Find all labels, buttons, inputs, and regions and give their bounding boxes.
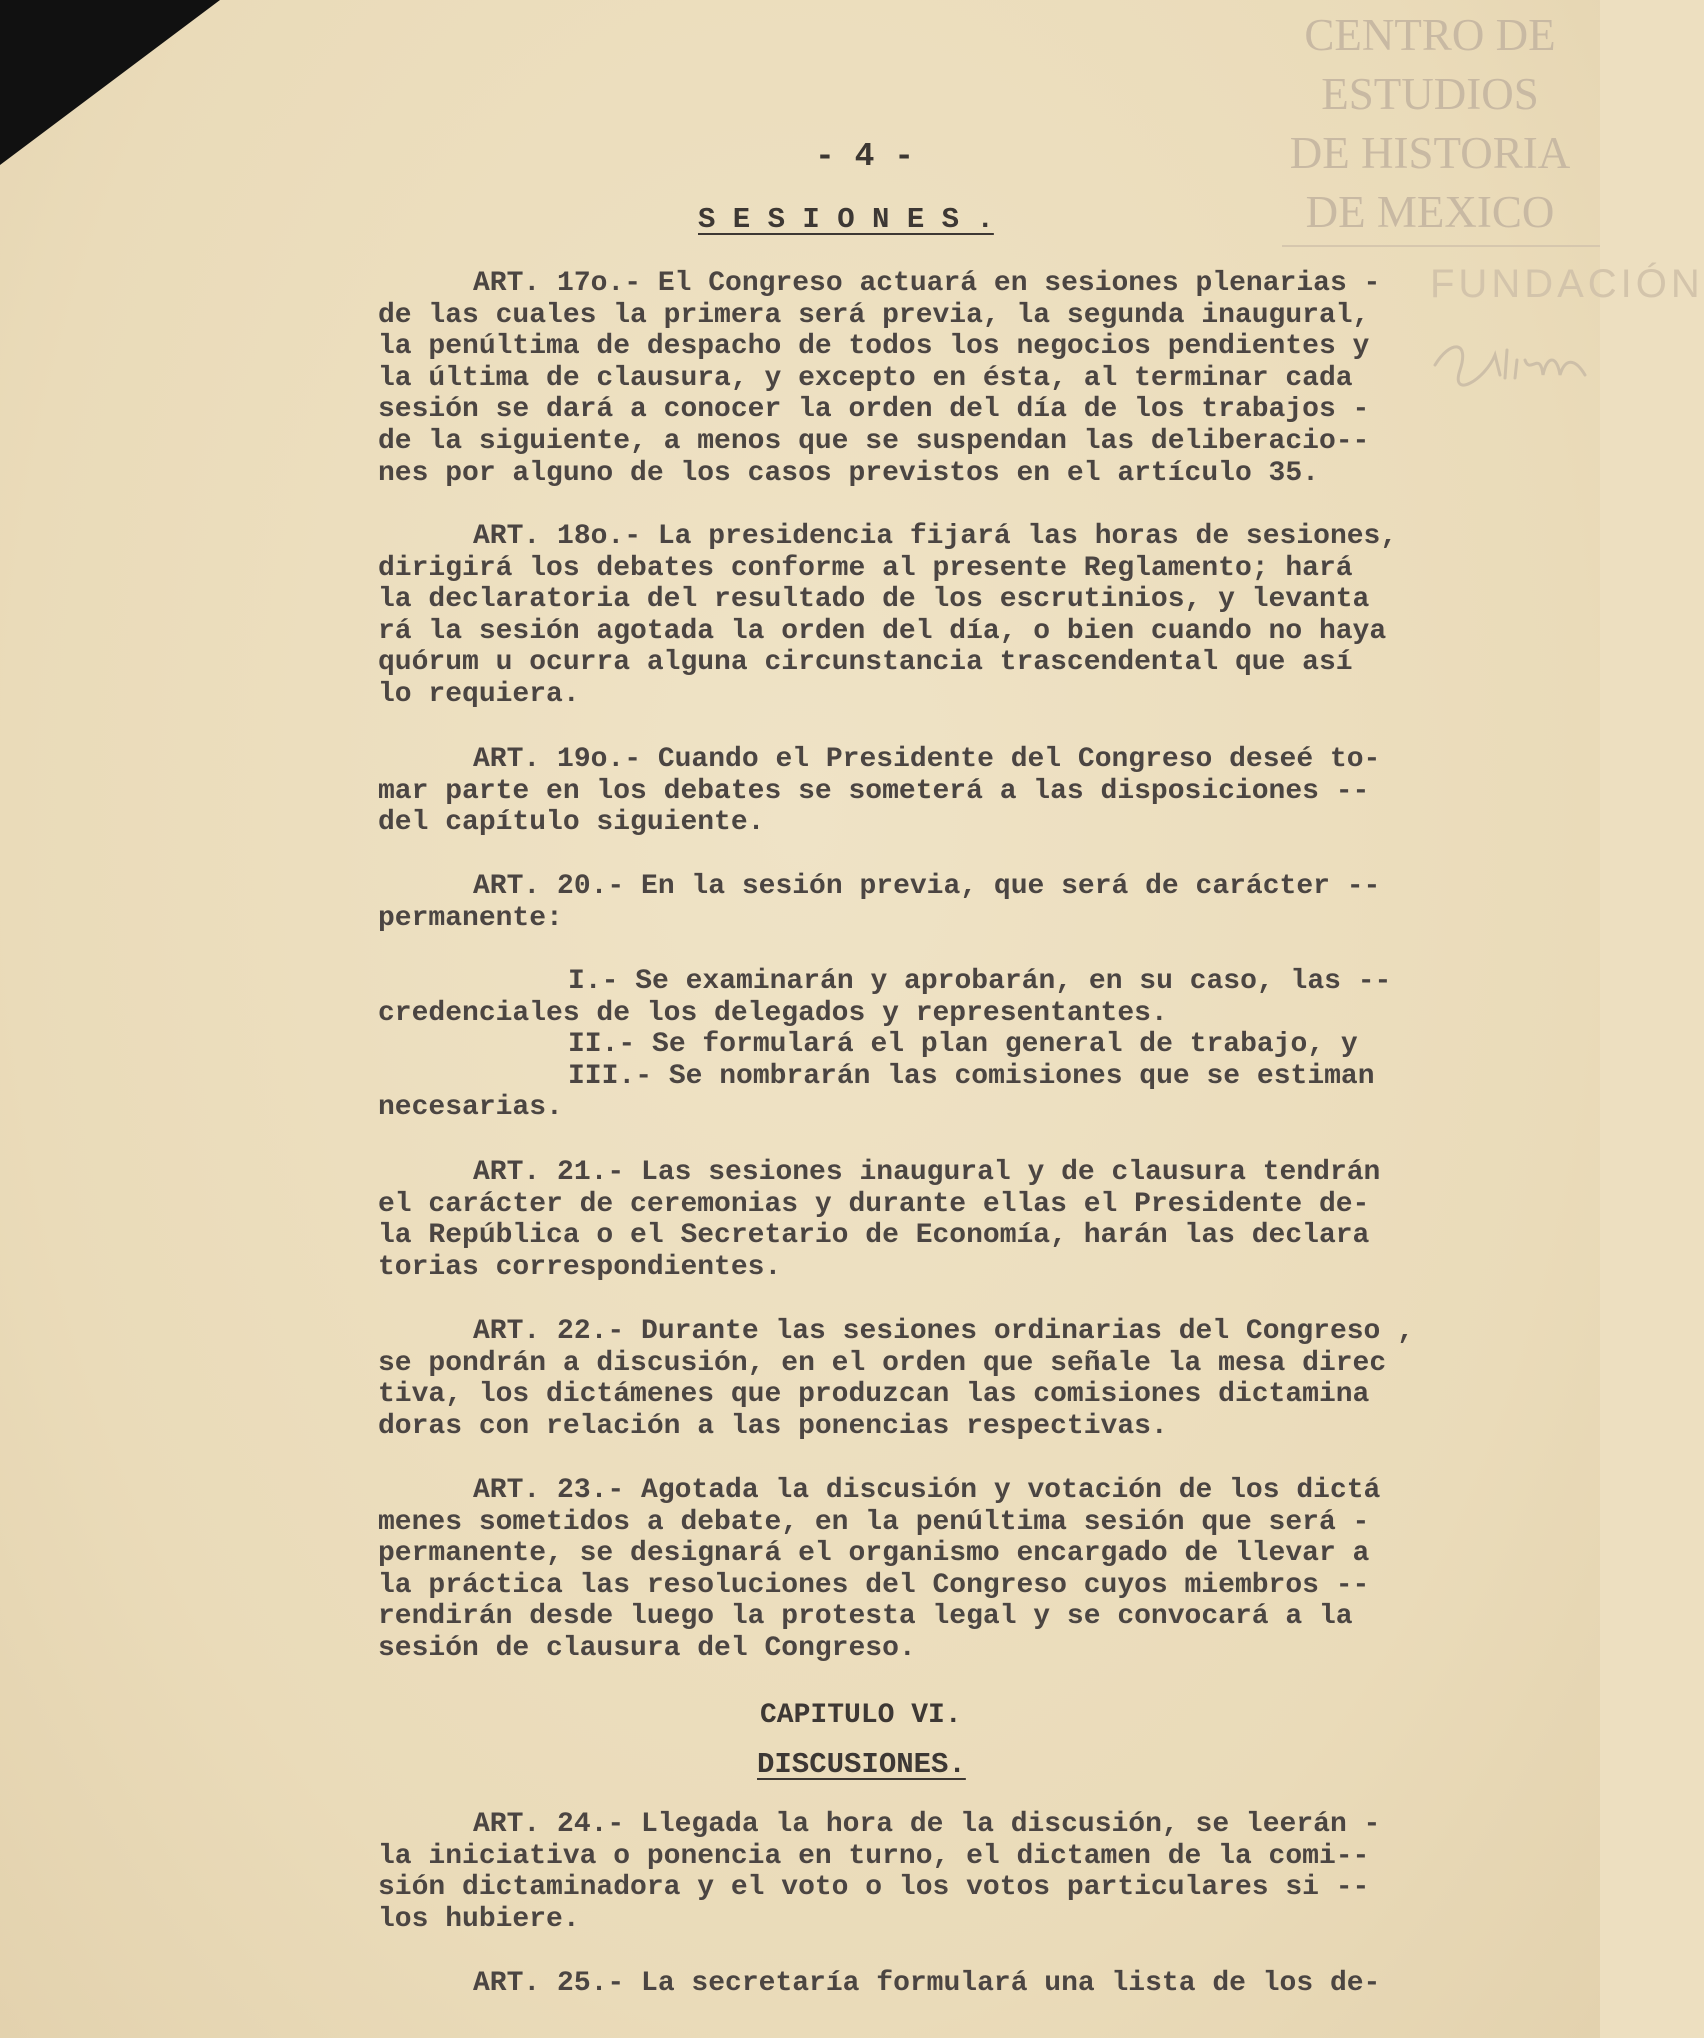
article-23 [378,1475,1518,1665]
chapter-title: DISCUSIONES. [757,1748,966,1781]
chapter-number: CAPITULO VI. [760,1700,962,1731]
scan-corner-shadow [0,0,220,165]
text-line: sión dictaminadora y el voto o los votos particulares si -- [378,1872,1370,1904]
text-line: tiva, los dictámenes que produzcan las comisiones dictamina [378,1379,1370,1411]
watermark-line: CENTRO DE [1304,10,1556,60]
text-line: la última de clausura, y excepto en ésta, al terminar cada [378,362,1353,394]
article-19 [378,744,1518,839]
list-item: II.- Se formulará el plan general de trabajo, y [568,1029,1358,1061]
text-line: los hubiere. [378,1903,580,1935]
article-18 [378,521,1518,711]
list-item: III.- Se nombrarán las comisiones que se estiman [568,1060,1375,1092]
text-line: necesarias. [378,1092,563,1124]
watermark-line: ESTUDIOS [1321,69,1539,119]
article-20-list [378,966,1518,1124]
text-line: la declaratoria del resultado de los escrutinios, y levanta [378,584,1370,616]
text-line: menes sometidos a debate, en la penúltima sesión que será - [378,1506,1370,1538]
text-line: permanente: [378,902,563,934]
text-line: ART. 18o.- La presidencia fijará las horas de sesiones, [473,521,1398,552]
text-line: nes por alguno de los casos previstos en el artículo 35. [378,457,1319,489]
page-number: - 4 - [815,138,915,175]
text-line: ART. 21.- Las sesiones inaugural y de clausura tendrán [473,1157,1381,1188]
list-item: I.- Se examinarán y aprobarán, en su caso, las -- [568,966,1392,997]
text-line: lo requiera. [378,678,580,710]
text-line: credenciales de los delegados y representantes. [378,997,1168,1029]
text-line: la República o el Secretario de Economía, harán las declara [378,1220,1370,1252]
text-line: sesión se dará a conocer la orden del día de los trabajos - [378,394,1370,426]
text-line: ART. 24.- Llegada la hora de la discusión, se leerán - [473,1809,1381,1840]
text-line: ART. 25.- La secretaría formulará una lista de los de- [473,1968,1381,1999]
article-24 [378,1809,1518,1935]
text-line: la penúltima de despacho de todos los negocios pendientes y [378,331,1370,363]
text-line: sesión de clausura del Congreso. [378,1632,916,1664]
text-line: dirigirá los debates conforme al presente Reglamento; hará [378,552,1353,584]
text-line: quórum u ocurra alguna circunstancia trascendental que así [378,647,1353,679]
article-22 [378,1316,1518,1442]
section-title: S E S I O N E S . [698,203,994,236]
watermark-foundation: FUNDACIÓN [1430,262,1704,306]
text-line: ART. 19o.- Cuando el Presidente del Congreso deseé to- [473,744,1381,775]
text-line: ART. 23.- Agotada la discusión y votación de los dictá [473,1475,1381,1506]
text-line: ART. 22.- Durante las sesiones ordinarias del Congreso , [473,1316,1414,1347]
article-25 [378,1968,1518,2000]
text-line: de las cuales la primera será previa, la segunda inaugural, [378,299,1370,331]
text-line: rendirán desde luego la protesta legal y se convocará a la [378,1601,1353,1633]
article-17 [378,268,1518,489]
text-line: torias correspondientes. [378,1251,782,1283]
article-21 [378,1157,1518,1283]
watermark-line: DE HISTORIA [1289,128,1571,178]
text-line: el carácter de ceremonias y durante ellas el Presidente de- [378,1188,1370,1220]
text-line: rá la sesión agotada la orden del día, o bien cuando no haya [378,615,1387,647]
archive-watermark [1285,6,1575,242]
text-line: ART. 20.- En la sesión previa, que será de carácter -- [473,871,1381,902]
text-line: doras con relación a las ponencias respectivas. [378,1410,1168,1442]
text-line: se pondrán a discusión, en el orden que señale la mesa direc [378,1347,1387,1379]
text-line: ART. 17o.- El Congreso actuará en sesiones plenarias - [473,268,1381,299]
watermark-line: DE MEXICO [1305,187,1555,237]
article-20 [378,871,1518,934]
watermark-divider [1282,245,1600,247]
text-line: la práctica las resoluciones del Congreso cuyos miembros -- [378,1569,1370,1601]
text-line: mar parte en los debates se someterá a las disposiciones -- [378,775,1370,807]
text-line: permanente, se designará el organismo encargado de llevar a [378,1538,1370,1570]
text-line: la iniciativa o ponencia en turno, el dictamen de la comi-- [378,1840,1370,1872]
text-line: de la siguiente, a menos que se suspendan las deliberacio-- [378,425,1370,457]
text-line: del capítulo siguiente. [378,807,765,839]
